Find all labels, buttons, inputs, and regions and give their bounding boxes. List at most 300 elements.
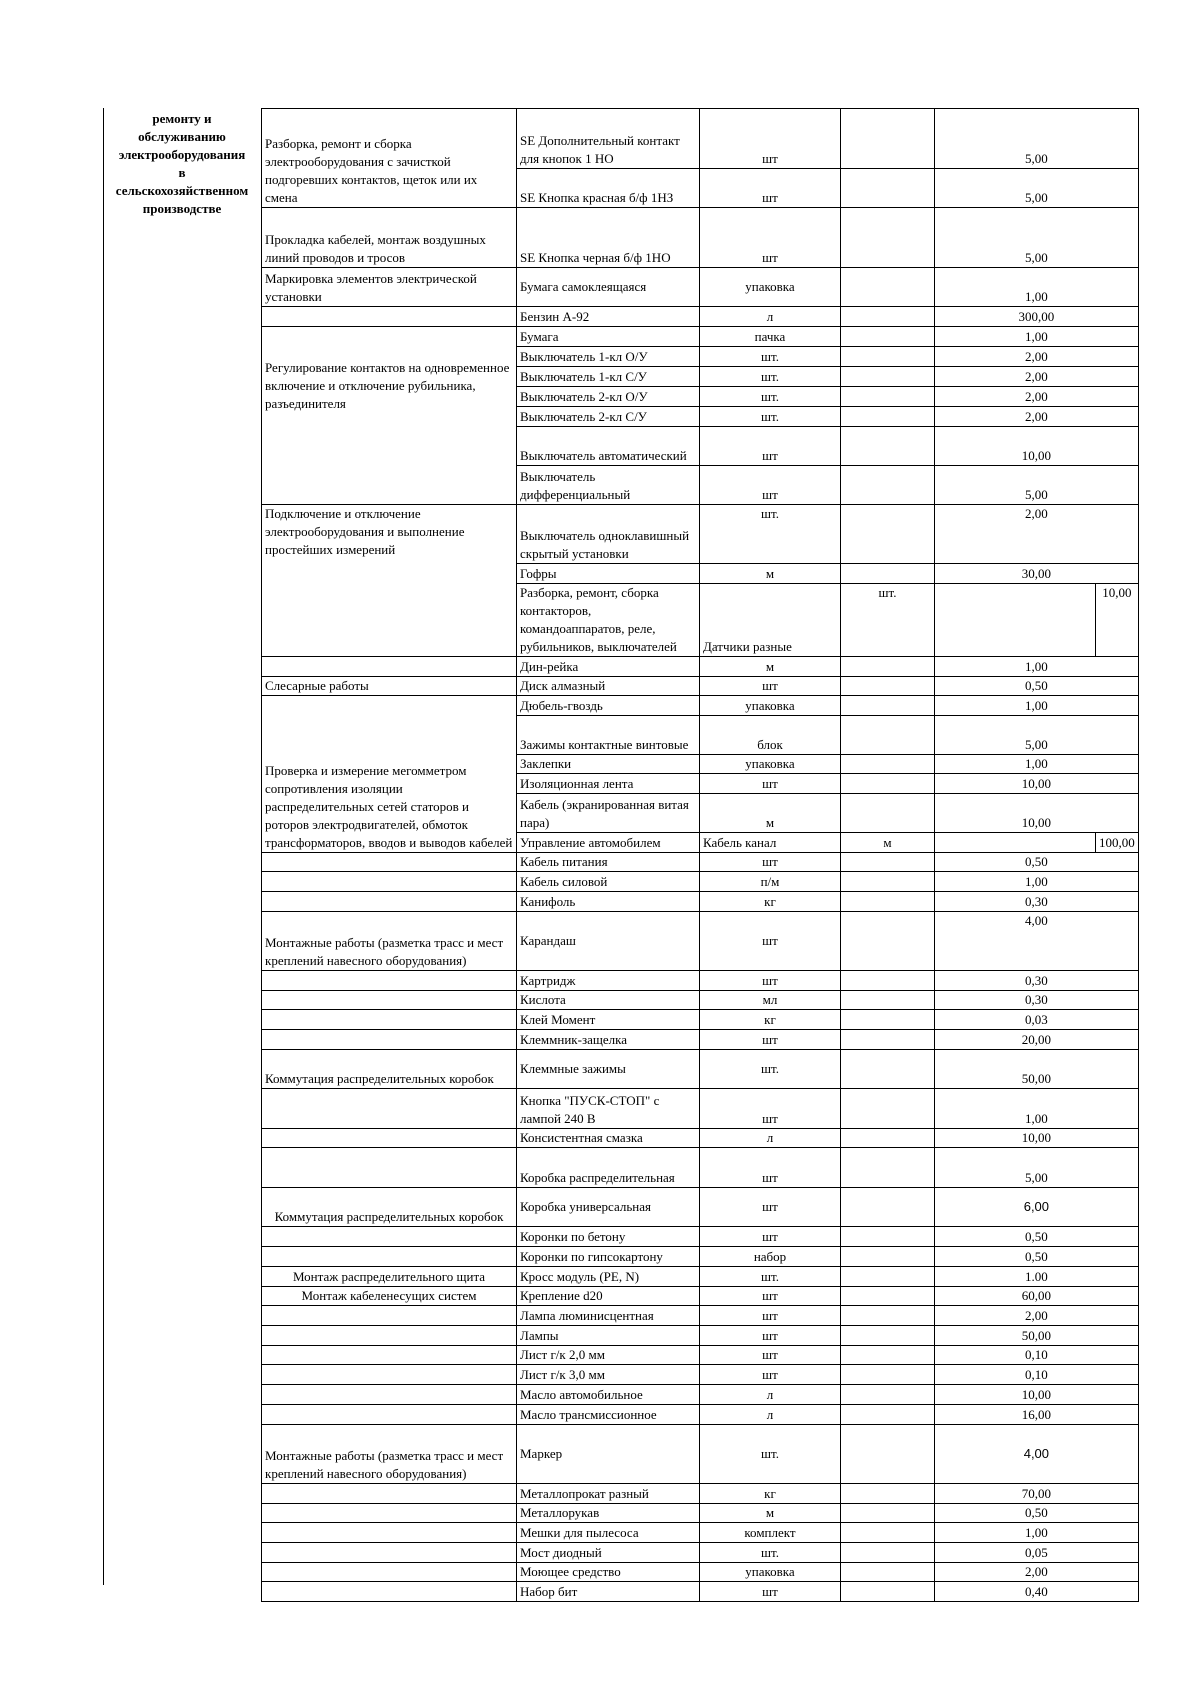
item-unit: шт (700, 1346, 841, 1365)
table-row (262, 1010, 1139, 1030)
table-row (262, 696, 1139, 716)
item-unit: шт (700, 1148, 841, 1188)
item-name: Гофры (517, 564, 700, 584)
empty-work-cell (262, 971, 517, 991)
item-name: Выключатель 2-кл О/У (517, 387, 700, 407)
item-unit: шт (700, 1306, 841, 1326)
empty-work-cell (262, 307, 517, 327)
item-qty: 10,00 (935, 774, 1139, 794)
item-unit: шт (700, 1089, 841, 1129)
empty-cell (841, 1188, 935, 1227)
empty-cell (841, 1326, 935, 1346)
item-name: Лампы (517, 1326, 700, 1346)
empty-cell (841, 564, 935, 584)
table-row (262, 1543, 1139, 1563)
empty-work-cell (262, 853, 517, 872)
table-row (262, 657, 1139, 677)
item-qty: 4,00 (935, 1425, 1139, 1484)
item-unit: шт (700, 774, 841, 794)
item-qty: 5,00 (935, 208, 1139, 268)
item-name: SE Кнопка красная б/ф 1НЗ (517, 169, 700, 208)
item-qty: 5,00 (935, 716, 1139, 755)
item-name: Выключатель 1-кл С/У (517, 367, 700, 387)
item-unit: шт (700, 677, 841, 696)
item-unit: шт. (700, 1425, 841, 1484)
item-name: Картридж (517, 971, 700, 991)
item-unit: шт (700, 1326, 841, 1346)
item-unit: шт (700, 109, 841, 169)
item-unit: л (700, 1405, 841, 1425)
item-qty: 100,00 (1096, 833, 1139, 853)
empty-cell (841, 1365, 935, 1385)
table-row (262, 677, 1139, 696)
item-unit: шт (700, 1030, 841, 1050)
program-title-line: сельскохозяйственном (115, 183, 249, 198)
empty-cell (841, 1523, 935, 1543)
item-qty: 1,00 (935, 268, 1139, 307)
item-name: Масло автомобильное (517, 1385, 700, 1405)
item-name: Клеммник-защелка (517, 1030, 700, 1050)
item-qty: 16,00 (935, 1405, 1139, 1425)
table-row (262, 1523, 1139, 1543)
item-qty: 1,00 (935, 327, 1139, 347)
empty-work-cell (262, 1484, 517, 1504)
item-unit: шт. (700, 367, 841, 387)
empty-cell (935, 833, 1096, 853)
item-unit: п/м (700, 872, 841, 892)
item-name: Изоляционная лента (517, 774, 700, 794)
item-qty: 1,00 (935, 872, 1139, 892)
work-cell: Регулирование контактов на одновременное включение и отключение рубильника, разъединителя (262, 327, 517, 505)
work-cell: Монтажные работы (разметка трасс и мест креплений навесного оборудования) (262, 912, 517, 971)
table-row (262, 1582, 1139, 1602)
item-unit: шт (700, 1227, 841, 1247)
empty-cell (841, 109, 935, 169)
item-unit: шт (700, 1287, 841, 1306)
item-qty: 2,00 (935, 387, 1139, 407)
item-name: Кабель (экранированная витая пара) (517, 794, 700, 833)
work-cell: Управление автомобилем (517, 833, 700, 853)
item-qty: 5,00 (935, 466, 1139, 505)
table-row (262, 1188, 1139, 1227)
item-unit: м (700, 657, 841, 677)
table-row (262, 1089, 1139, 1129)
item-name: Выключатель 1-кл О/У (517, 347, 700, 367)
empty-cell (841, 1385, 935, 1405)
item-qty: 0,50 (935, 853, 1139, 872)
item-name: Лампа люминисцентная (517, 1306, 700, 1326)
item-qty: 1,00 (935, 1089, 1139, 1129)
work-cell: Разборка, ремонт и сборка электрооборудования с зачисткой подгоревших контактов, щеток или их смена (262, 109, 517, 208)
empty-cell (841, 407, 935, 427)
work-cell: Монтажные работы (разметка трасс и мест креплений навесного оборудования) (262, 1425, 517, 1484)
item-unit: шт (700, 208, 841, 268)
item-qty: 1,00 (935, 657, 1139, 677)
empty-work-cell (262, 1306, 517, 1326)
item-qty: 5,00 (935, 169, 1139, 208)
item-name: Бумага самоклеящаяся (517, 268, 700, 307)
empty-cell (841, 307, 935, 327)
empty-work-cell (262, 1365, 517, 1385)
table-row (262, 505, 1139, 564)
item-unit: кг (700, 1010, 841, 1030)
empty-cell (841, 677, 935, 696)
empty-cell (841, 696, 935, 716)
empty-cell (841, 1484, 935, 1504)
item-name: Коробка распределительная (517, 1148, 700, 1188)
empty-work-cell (262, 872, 517, 892)
table-row (262, 1504, 1139, 1523)
work-cell: Прокладка кабелей, монтаж воздушных линий проводов и тросов (262, 208, 517, 268)
table-row (262, 1484, 1139, 1504)
item-unit: л (700, 307, 841, 327)
table-row (262, 1326, 1139, 1346)
item-name: Кабель силовой (517, 872, 700, 892)
item-name: Клей Момент (517, 1010, 700, 1030)
item-qty: 2,00 (935, 1563, 1139, 1582)
item-name: Датчики разные (700, 584, 841, 657)
item-name: Крепление d20 (517, 1287, 700, 1306)
empty-cell (841, 347, 935, 367)
item-name: Коронки по гипсокартону (517, 1247, 700, 1267)
item-unit: упаковка (700, 1563, 841, 1582)
empty-work-cell (262, 1405, 517, 1425)
item-qty: 2,00 (935, 505, 1139, 564)
empty-cell (841, 427, 935, 466)
item-unit: шт. (841, 584, 935, 657)
empty-work-cell (262, 1227, 517, 1247)
item-name: Бензин А-92 (517, 307, 700, 327)
empty-cell (841, 1287, 935, 1306)
item-qty: 5,00 (935, 1148, 1139, 1188)
item-qty: 300,00 (935, 307, 1139, 327)
item-name: Кабель питания (517, 853, 700, 872)
work-cell: Слесарные работы (262, 677, 517, 696)
program-title-line: в (178, 165, 186, 180)
table-row (262, 872, 1139, 892)
item-name: Металлопрокат разный (517, 1484, 700, 1504)
empty-cell (841, 1563, 935, 1582)
item-qty: 50,00 (935, 1050, 1139, 1089)
item-name: Канифоль (517, 892, 700, 912)
empty-work-cell (262, 1504, 517, 1523)
table-row (262, 1287, 1139, 1306)
table-row (262, 971, 1139, 991)
item-unit: шт. (700, 407, 841, 427)
empty-work-cell (262, 1129, 517, 1148)
empty-cell (841, 912, 935, 971)
work-cell: Разборка, ремонт, сборка контакторов, командоаппаратов, реле, рубильников, выключателей (517, 584, 700, 657)
item-unit: кг (700, 892, 841, 912)
item-qty: 1,00 (935, 1523, 1139, 1543)
item-name: Зажимы контактные винтовые (517, 716, 700, 755)
table-row (262, 1227, 1139, 1247)
table-row (262, 1405, 1139, 1425)
item-qty: 2,00 (935, 347, 1139, 367)
empty-work-cell (262, 1543, 517, 1563)
item-name: SE Дополнительный контакт для кнопок 1 НО (517, 109, 700, 169)
empty-work-cell (262, 657, 517, 677)
item-unit: упаковка (700, 268, 841, 307)
item-qty: 0,40 (935, 1582, 1139, 1602)
table-row (262, 1365, 1139, 1385)
item-qty: 4,00 (935, 912, 1139, 971)
empty-cell (841, 1267, 935, 1287)
empty-work-cell (262, 1582, 517, 1602)
item-name: Выключатель дифференциальный (517, 466, 700, 505)
work-cell: Монтаж распределительного щита (262, 1267, 517, 1287)
item-unit: упаковка (700, 696, 841, 716)
empty-cell (841, 971, 935, 991)
item-qty: 0,10 (935, 1365, 1139, 1385)
empty-cell (841, 1582, 935, 1602)
item-unit: блок (700, 716, 841, 755)
item-unit: шт. (700, 387, 841, 407)
work-cell: Подключение и отключение электрооборудования и выполнение простейших измерений (262, 505, 517, 657)
empty-cell (841, 892, 935, 912)
item-name: Мешки для пылесоса (517, 1523, 700, 1543)
item-unit: мл (700, 991, 841, 1010)
item-unit: шт. (700, 347, 841, 367)
item-qty: 0,05 (935, 1543, 1139, 1563)
empty-cell (841, 872, 935, 892)
table-row (262, 1030, 1139, 1050)
empty-work-cell (262, 1346, 517, 1365)
table-row (262, 307, 1139, 327)
item-name: Моющее средство (517, 1563, 700, 1582)
item-name: Выключатель автоматический (517, 427, 700, 466)
table-row (262, 912, 1139, 971)
table-row (262, 1385, 1139, 1405)
empty-cell (841, 1089, 935, 1129)
item-qty: 60,00 (935, 1287, 1139, 1306)
empty-cell (841, 1148, 935, 1188)
empty-cell (841, 1247, 935, 1267)
item-name: Кнопка "ПУСК-СТОП" с лампой 240 В (517, 1089, 700, 1129)
empty-cell (841, 774, 935, 794)
item-unit: набор (700, 1247, 841, 1267)
item-unit: шт (700, 1582, 841, 1602)
program-title-line: электрооборудования (118, 147, 246, 162)
item-name: Маркер (517, 1425, 700, 1484)
item-unit: м (700, 1504, 841, 1523)
empty-work-cell (262, 1089, 517, 1129)
empty-cell (841, 1306, 935, 1326)
empty-cell (841, 1405, 935, 1425)
table-row (262, 853, 1139, 872)
empty-cell (841, 755, 935, 774)
empty-cell (841, 1010, 935, 1030)
empty-work-cell (262, 892, 517, 912)
item-name: Выключатель 2-кл С/У (517, 407, 700, 427)
table-row (262, 991, 1139, 1010)
item-name: Кросс модуль (PE, N) (517, 1267, 700, 1287)
table-row (262, 268, 1139, 307)
item-unit: шт (700, 853, 841, 872)
empty-cell (841, 716, 935, 755)
item-qty: 10,00 (935, 794, 1139, 833)
table-row (262, 1425, 1139, 1484)
table-row (262, 1148, 1139, 1188)
item-name: Кабель канал (700, 833, 841, 853)
work-cell: Монтаж кабеленесущих систем (262, 1287, 517, 1306)
item-unit: л (700, 1129, 841, 1148)
empty-cell (841, 991, 935, 1010)
item-unit: шт (700, 1188, 841, 1227)
item-qty: 2,00 (935, 367, 1139, 387)
item-qty: 10,00 (935, 1129, 1139, 1148)
item-qty: 0,50 (935, 1504, 1139, 1523)
empty-cell (841, 657, 935, 677)
empty-cell (841, 1227, 935, 1247)
work-cell: Маркировка элементов электрической установки (262, 268, 517, 307)
item-name: Масло трансмиссионное (517, 1405, 700, 1425)
item-qty: 2,00 (935, 407, 1139, 427)
item-unit: шт (700, 466, 841, 505)
item-qty: 0,10 (935, 1346, 1139, 1365)
empty-cell (841, 853, 935, 872)
table-row (262, 1306, 1139, 1326)
item-unit: шт. (700, 1543, 841, 1563)
table-row (262, 892, 1139, 912)
item-unit: м (700, 564, 841, 584)
item-name: Карандаш (517, 912, 700, 971)
item-name: Клеммные зажимы (517, 1050, 700, 1089)
item-qty: 0,50 (935, 677, 1139, 696)
table-row (262, 1129, 1139, 1148)
empty-cell (841, 1030, 935, 1050)
item-unit: пачка (700, 327, 841, 347)
item-name: Лист г/к 3,0 мм (517, 1365, 700, 1385)
program-title-line: производстве (142, 201, 222, 216)
item-qty: 20,00 (935, 1030, 1139, 1050)
empty-cell (841, 1129, 935, 1148)
item-qty: 0,30 (935, 892, 1139, 912)
table-row (262, 109, 1139, 169)
item-name: Диск алмазный (517, 677, 700, 696)
empty-work-cell (262, 1247, 517, 1267)
item-unit: шт (700, 971, 841, 991)
item-unit: л (700, 1385, 841, 1405)
work-cell: Коммутация распределительных коробок (262, 1050, 517, 1089)
item-name: Коронки по бетону (517, 1227, 700, 1247)
item-name: Дин-рейка (517, 657, 700, 677)
item-qty: 30,00 (935, 564, 1139, 584)
item-name: Бумага (517, 327, 700, 347)
table-row (262, 208, 1139, 268)
item-unit: шт (700, 427, 841, 466)
item-unit: комплект (700, 1523, 841, 1543)
item-name: Лист г/к 2,0 мм (517, 1346, 700, 1365)
empty-work-cell (262, 1148, 517, 1188)
item-name: Набор бит (517, 1582, 700, 1602)
left-margin-line (103, 108, 104, 1585)
item-qty: 0,30 (935, 971, 1139, 991)
table-row (262, 1267, 1139, 1287)
item-qty: 10,00 (1096, 584, 1139, 657)
table-row (262, 1050, 1139, 1089)
empty-work-cell (262, 1385, 517, 1405)
empty-cell (841, 466, 935, 505)
materials-table (261, 108, 1139, 1602)
item-name: Консистентная смазка (517, 1129, 700, 1148)
empty-cell (841, 268, 935, 307)
item-name: Дюбель-гвоздь (517, 696, 700, 716)
item-unit: шт (700, 912, 841, 971)
item-unit: кг (700, 1484, 841, 1504)
empty-work-cell (262, 1523, 517, 1543)
item-qty: 1,00 (935, 696, 1139, 716)
item-unit: шт. (700, 1267, 841, 1287)
empty-cell (841, 208, 935, 268)
empty-cell (841, 1425, 935, 1484)
item-unit: упаковка (700, 755, 841, 774)
item-qty: 50,00 (935, 1326, 1139, 1346)
item-qty: 2,00 (935, 1306, 1139, 1326)
empty-cell (841, 367, 935, 387)
empty-cell (841, 387, 935, 407)
program-title-line: обслуживанию (138, 129, 226, 144)
item-qty: 0,30 (935, 991, 1139, 1010)
item-unit: м (841, 833, 935, 853)
empty-cell (841, 1050, 935, 1089)
empty-work-cell (262, 991, 517, 1010)
item-qty: 0,50 (935, 1247, 1139, 1267)
empty-work-cell (262, 1010, 517, 1030)
empty-cell (841, 169, 935, 208)
empty-cell (841, 327, 935, 347)
program-title (103, 110, 261, 218)
item-name: SE Кнопка черная б/ф 1НО (517, 208, 700, 268)
empty-cell (841, 1504, 935, 1523)
table-row (262, 1247, 1139, 1267)
empty-cell (935, 584, 1096, 657)
item-qty: 6,00 (935, 1188, 1139, 1227)
table-row (262, 1346, 1139, 1365)
empty-work-cell (262, 1563, 517, 1582)
item-qty: 10,00 (935, 1385, 1139, 1405)
item-name: Металлорукав (517, 1504, 700, 1523)
item-qty: 10,00 (935, 427, 1139, 466)
item-qty: 1.00 (935, 1267, 1139, 1287)
item-unit: шт. (700, 1050, 841, 1089)
empty-cell (841, 1543, 935, 1563)
empty-work-cell (262, 1030, 517, 1050)
item-name: Мост диодный (517, 1543, 700, 1563)
item-qty: 5,00 (935, 109, 1139, 169)
empty-cell (841, 1346, 935, 1365)
item-unit: шт. (700, 505, 841, 564)
item-name: Заклепки (517, 755, 700, 774)
item-name: Кислота (517, 991, 700, 1010)
item-qty: 0,03 (935, 1010, 1139, 1030)
work-cell: Коммутация распределительных коробок (262, 1188, 517, 1227)
program-title-line: ремонту и (152, 111, 212, 126)
empty-cell (841, 794, 935, 833)
empty-work-cell (262, 1326, 517, 1346)
item-qty: 1,00 (935, 755, 1139, 774)
empty-cell (841, 505, 935, 564)
item-name: Выключатель одноклавишный скрытый установки (517, 505, 700, 564)
item-unit: м (700, 794, 841, 833)
work-cell: Проверка и измерение мегомметром сопротивления изоляции распределительных сетей статоров и роторов электродвигателей, обмоток трансформаторов, вводов и выводов кабелей (262, 696, 517, 853)
item-qty: 0,50 (935, 1227, 1139, 1247)
item-name: Коробка универсальная (517, 1188, 700, 1227)
item-unit: шт (700, 1365, 841, 1385)
table-row (262, 327, 1139, 347)
table-row (262, 1563, 1139, 1582)
item-qty: 70,00 (935, 1484, 1139, 1504)
